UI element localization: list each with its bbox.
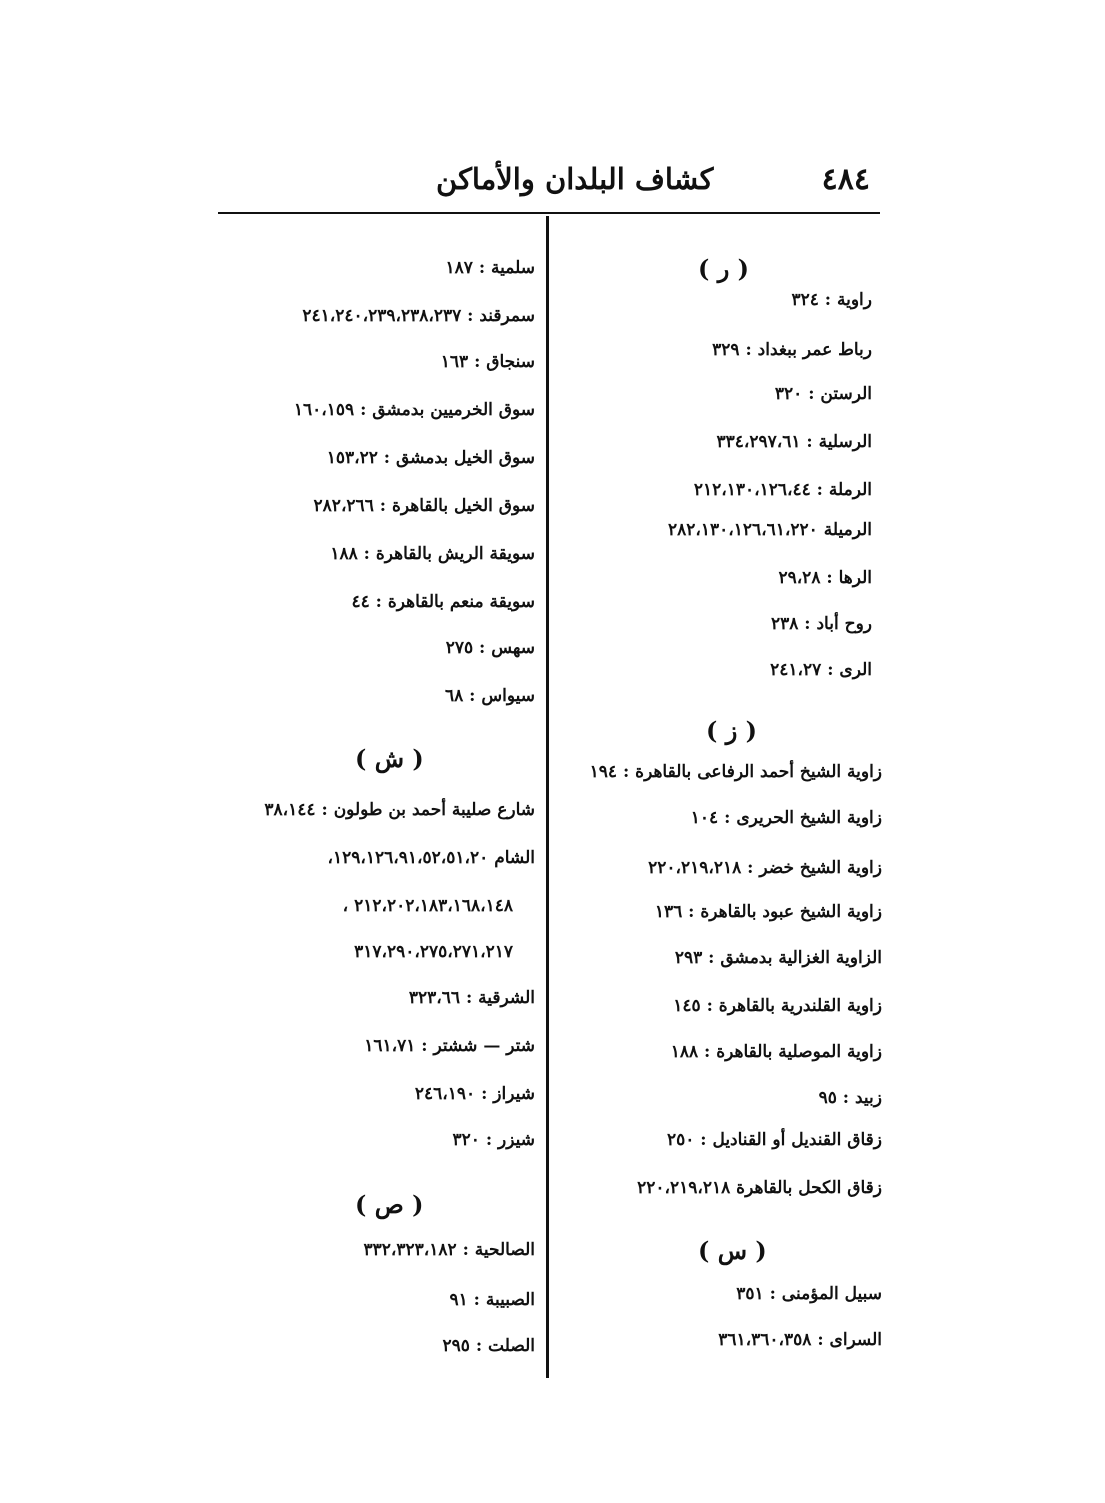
list-item: الرسلية : ٣٣٤،٢٩٧،٦١: [716, 432, 872, 452]
section-heading-ra: ( ر ): [698, 254, 750, 283]
list-item: الرها : ٢٩،٢٨: [778, 568, 872, 588]
list-item: شتر — ششتر : ١٦١،٧١: [364, 1036, 535, 1056]
list-item: راوية : ٣٢٤: [791, 290, 872, 310]
list-item: الصلت : ٢٩٥: [442, 1336, 535, 1356]
list-item: الزاوية الغزالية بدمشق : ٢٩٣: [674, 948, 882, 968]
list-item: الرى : ٢٤١،٢٧: [770, 660, 872, 680]
list-item: الرميلة ٢٨٢،١٣٠،١٢٦،٦١،٢٢٠: [668, 520, 872, 540]
page-title: كشاف البلدان والأماكن: [436, 162, 714, 196]
list-item: زقاق القنديل أو القناديل : ٢٥٠: [666, 1130, 882, 1150]
list-item: الشام ١٢٩،١٢٦،٩١،٥٢،٥١،٢٠،: [327, 848, 535, 868]
list-item: روح أباد : ٢٣٨: [770, 614, 872, 634]
list-item: زاوية الشيخ الحريرى : ١٠٤: [690, 808, 882, 828]
list-item: ٣١٧،٢٩٠،٢٧٥،٢٧١،٢١٧: [354, 942, 513, 962]
list-item: زقاق الكحل بالقاهرة ٢٢٠،٢١٩،٢١٨: [637, 1178, 882, 1198]
page-number: ٤٨٤: [821, 162, 870, 197]
list-item: سلمية : ١٨٧: [445, 258, 535, 278]
list-item: سبيل المؤمنى : ٣٥١: [736, 1284, 882, 1304]
list-item: زبيد : ٩٥: [818, 1088, 882, 1108]
list-item: زاوية الشيخ عبود بالقاهرة : ١٣٦: [654, 902, 882, 922]
list-item: ٢١٢،٢٠٢،١٨٣،١٦٨،١٤٨ ،: [342, 896, 513, 916]
section-heading-sad: ( ص ): [355, 1190, 424, 1219]
list-item: الرملة : ٢١٢،١٣٠،١٢٦،٤٤: [693, 480, 872, 500]
list-item: سهس : ٢٧٥: [445, 638, 535, 658]
list-item: زاوية القلندرية بالقاهرة : ١٤٥: [673, 996, 882, 1016]
column-divider: [546, 216, 549, 1378]
list-item: سويقة الريش بالقاهرة : ١٨٨: [330, 544, 535, 564]
list-item: الصبيبة : ٩١: [449, 1290, 535, 1310]
list-item: سمرقند : ٢٤١،٢٤٠،٢٣٩،٢٣٨،٢٣٧: [302, 306, 535, 326]
list-item: شارع صليبة أحمد بن طولون : ٣٨،١٤٤: [264, 800, 535, 820]
list-item: السراى : ٣٦١،٣٦٠،٣٥٨: [718, 1330, 882, 1350]
list-item: زاوية الشيخ خضر : ٢٢٠،٢١٩،٢١٨: [648, 858, 882, 878]
section-heading-shin: ( ش ): [355, 744, 424, 773]
list-item: سوق الخيل بدمشق : ١٥٣،٢٢: [326, 448, 535, 468]
list-item: سيواس : ٦٨: [444, 686, 535, 706]
list-item: الشرقية : ٣٢٣،٦٦: [408, 988, 535, 1008]
header-rule: [218, 212, 880, 214]
list-item: سويقة منعم بالقاهرة : ٤٤: [351, 592, 535, 612]
list-item: زاوية الشيخ أحمد الرفاعى بالقاهرة : ١٩٤: [589, 762, 882, 782]
list-item: رباط عمر ببغداد : ٣٢٩: [712, 340, 872, 360]
section-heading-sin: ( س ): [698, 1236, 767, 1265]
list-item: سوق الخرميين بدمشق : ١٦٠،١٥٩: [293, 400, 535, 420]
list-item: شيزر : ٣٢٠: [452, 1130, 535, 1150]
page-header: [218, 162, 880, 206]
list-item: سوق الخيل بالقاهرة : ٢٨٢،٢٦٦: [313, 496, 535, 516]
list-item: زاوية الموصلية بالقاهرة : ١٨٨: [670, 1042, 882, 1062]
list-item: الرستن : ٣٢٠: [774, 384, 872, 404]
list-item: سنجاق : ١٦٣: [440, 352, 535, 372]
list-item: الصالحية : ٣٣٢،٣٢٣،١٨٢: [363, 1240, 535, 1260]
list-item: شيراز : ٢٤٦،١٩٠: [414, 1084, 535, 1104]
section-heading-zay: ( ز ): [706, 716, 758, 745]
